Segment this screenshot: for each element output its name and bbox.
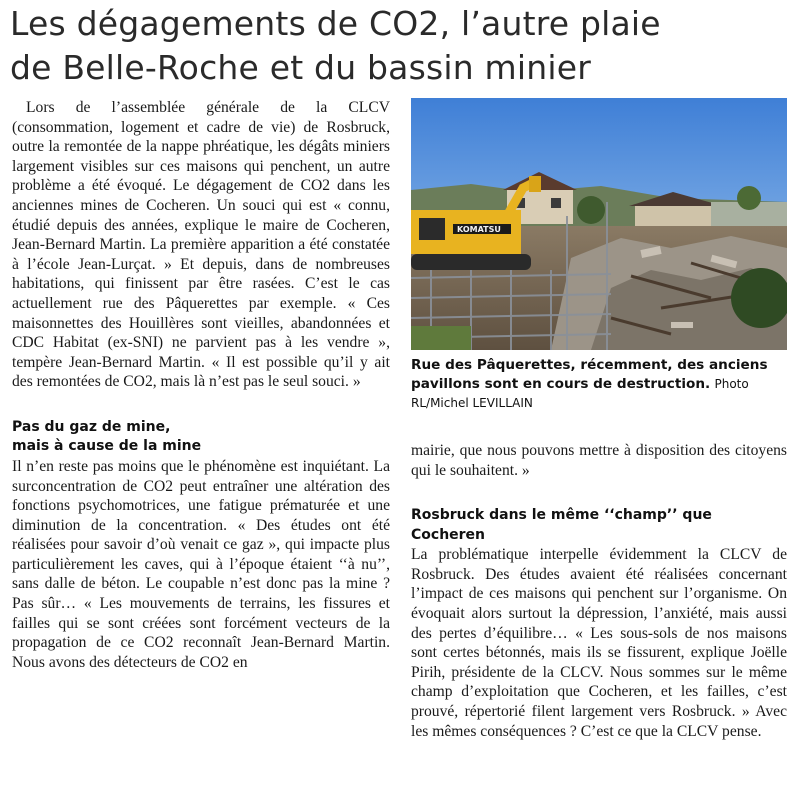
intro-paragraph: Lors de l’assemblée générale de la CLCV (consommation, logement et cadre de vie) de Rosbruck, outre la remontée de la nappe phréatique, les dégâts miniers largement visibles sur ces maisons qui penchent, un autre problème a été évoqué. Le dégagement de CO2 dans les anciennes mines de Cocheren. Un souci qui est « connu, étudié depuis des années, explique le maire de Cocheren, Jean-Bernard Martin. La première apparition a été constatée à l’école Jean-Lurçat. » Et depuis, dans de nombreuses habitations, qui finissent par être rasées. C’est le cas actuellement rue des Pâquerettes par exemple. « Ces maisonnettes des Houillères sont vieilles, abandonnées et CDC Habitat (ex-SNI) ne parvient pas à les vendre », tempère Jean-Bernard Martin. « Il est possible qu’il y ait des remontées de CO2, mais là n’est pas le seul souci. » — [12, 99, 390, 391]
section2-paragraph: Il n’en reste pas moins que le phénomène est inquiétant. La surconcentration de CO2 peut entraîner une altération des fonctions psychomotrices, une fatigue prématurée et une diminution de la concentration. « Des études ont été réalisées pour savoir d’où venait ce gaz », qui impacte plus particulièrement les caves, qui à l’époque étaient ‘‘à nu’’, sans dalle de béton. Le coupable n’est donc pas la mine ? Pas sûr… « Les mouvements de terrains, les fissures et failles qui se sont créées sont forcément vecteurs de la propagation de ce CO2 reconnaît Jean-Bernard Martin. Nous avons des détecteurs de CO2 en — [12, 457, 390, 671]
subhead-line-2: mais à cause de la mine — [12, 438, 202, 455]
photo-credit: Photo RL/Michel LEVILLAIN — [411, 377, 749, 410]
subhead-line-1: Pas du gaz de mine, — [12, 418, 171, 435]
section3-subhead: Rosbruck dans le même ‘‘champ’’ que Cocheren — [411, 507, 712, 543]
section-subhead — [12, 418, 390, 457]
right-column — [411, 98, 787, 741]
caption-text: Rue des Pâquerettes, récemment, des anciens pavillons sont en cours de destruction. — [411, 357, 768, 392]
article-headline — [10, 2, 790, 90]
photo-caption — [411, 356, 787, 413]
headline-line-2: de Belle-Roche et du bassin minier — [10, 48, 591, 87]
left-column — [12, 98, 390, 672]
svg-text:KOMATSU: KOMATSU — [457, 225, 501, 234]
section3-paragraph: La problématique interpelle évidemment la CLCV de Rosbruck. Des études avaient été réalisées concernant l’impact de ces maisons qui penchent sur l’organisme. On évoquait alors surtout la dépression, l’anxiété, mais aussi des pertes d’équilibre… « Les sous-sols de nos maisons sont certes bétonnés, mais ils se fissurent, explique Joëlle Pirih, présidente de la CLCV. Nous sommes sur le même champ d’exploitation que Cocheren, et les failles, c’est prouvé, répertorié filent largement vers Rosbruck. » Avec les mêmes conséquences ? C’est ce que la CLCV pense. — [411, 546, 787, 740]
continuation-paragraph: mairie, que nous pouvons mettre à disposition des citoyens qui le souhaitent. » — [411, 442, 787, 479]
demolition-photo — [411, 98, 787, 350]
headline-line-1: Les dégagements de CO2, l’autre plaie — [10, 4, 661, 43]
